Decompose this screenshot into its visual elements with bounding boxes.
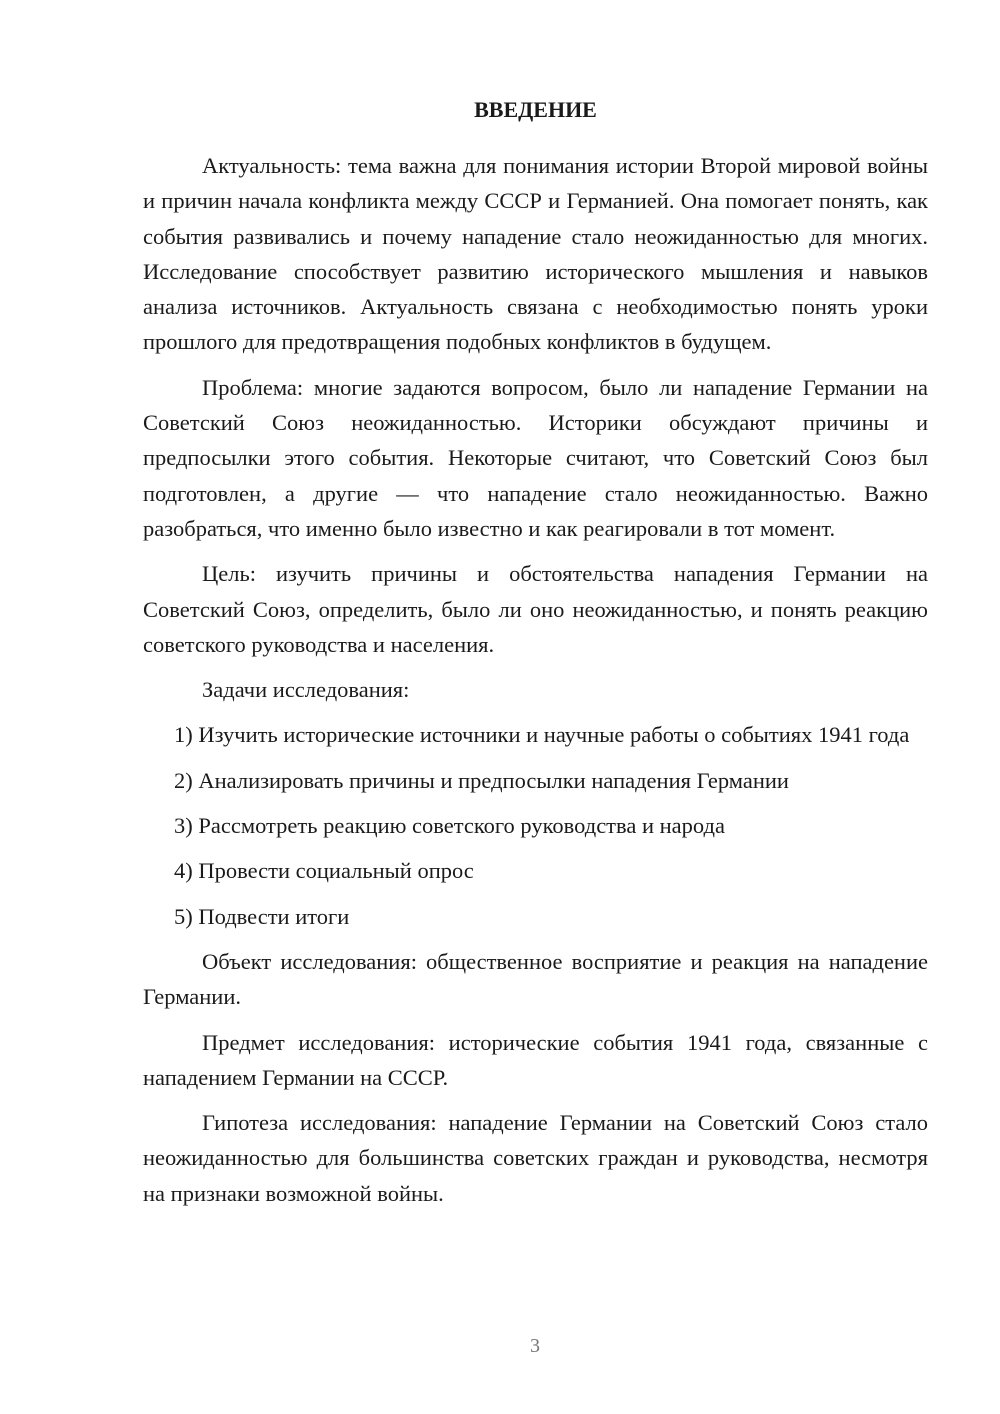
task-item-2: 2) Анализировать причины и предпосылки нападения Германии bbox=[174, 767, 789, 793]
paragraph-problem: Проблема: многие задаются вопросом, было ли нападение Германии на Советский Союз неожиданностью. Историки обсуждают причины и предпосылки этого события. Некоторые считают, что Советский Союз был подготовлен, а другие — что нападение стало неожиданностью. Важно разобраться, что именно было известно и как реагировали в тот момент. bbox=[143, 374, 928, 541]
task-item-3: 3) Рассмотреть реакцию советского руководства и народа bbox=[174, 813, 725, 839]
paragraph-subject: Предмет исследования: исторические события 1941 года, связанные с нападением Германии на СССР. bbox=[143, 1029, 928, 1090]
task-item-4: 4) Провести социальный опрос bbox=[174, 858, 474, 884]
document-page bbox=[143, 92, 928, 1221]
task-item-5: 5) Подвести итоги bbox=[174, 903, 350, 929]
paragraph-relevance: Актуальность: тема важна для понимания истории Второй мировой войны и причин начала конфликта между СССР и Германией. Она помогает понять, как события развивались и почему нападение стало неожиданностью для многих. Исследование способствует развитию исторического мышления и навыков анализа источников. Актуальность связана с необходимостью понять уроки прошлого для предотвращения подобных конфликтов в будущем. bbox=[143, 153, 928, 355]
paragraph-goal: Цель: изучить причины и обстоятельства нападения Германии на Советский Союз, определить, было ли оно неожиданностью, и понять реакцию советского руководства и населения. bbox=[143, 561, 928, 657]
paragraph-hypothesis: Гипотеза исследования: нападение Германии на Советский Союз стало неожиданностью для большинства советских граждан и руководства, несмотря на признаки возможной войны. bbox=[143, 1110, 928, 1206]
tasks-heading: Задачи исследования: bbox=[202, 677, 410, 703]
paragraph-object: Объект исследования: общественное восприятие и реакция на нападение Германии. bbox=[143, 948, 928, 1010]
page-number: 3 bbox=[530, 1335, 540, 1357]
section-title: ВВЕДЕНИЕ bbox=[474, 97, 597, 122]
task-item-1: 1) Изучить исторические источники и научные работы о событиях 1941 года bbox=[174, 722, 910, 748]
